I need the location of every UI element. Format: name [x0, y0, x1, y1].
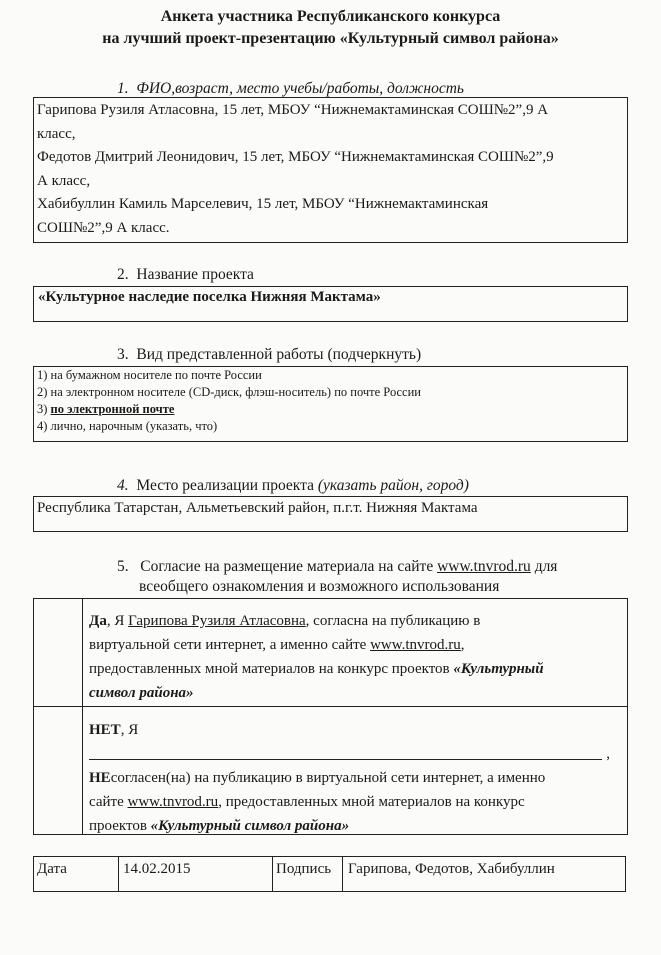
section-5-number: 5. — [117, 558, 129, 575]
work-type-option: 2) на электронном носителе (CD-диск, флэш-носитель) по почте России — [37, 385, 421, 399]
work-type-option: 1) на бумажном носителе по почте России — [37, 368, 262, 382]
section-2-heading-text: Название проекта — [136, 266, 254, 283]
document-title — [0, 6, 661, 50]
no-word: НЕТ — [89, 722, 121, 738]
date-value: 14.02.2015 — [123, 861, 191, 877]
participant-line: Хабибуллин Камиль Марселевич, 15 лет, МБОУ “Нижнемактаминская — [37, 196, 489, 212]
site-link[interactable]: www.tnvrod.ru — [437, 558, 531, 575]
signature-label: Подпись — [276, 861, 332, 877]
signature-value: Гарипова, Федотов, Хабибуллин — [348, 861, 555, 877]
project-name-box — [33, 286, 628, 322]
section-3-number: 3. — [117, 346, 129, 363]
section-4-heading — [117, 476, 469, 496]
work-type-box — [33, 366, 628, 442]
participant-line: А класс, — [37, 172, 91, 189]
title-line-2: на лучший проект-презентацию «Культурный символ района» — [102, 30, 559, 47]
date-label: Дата — [37, 861, 67, 877]
section-4-heading-note: (указать район, город) — [317, 477, 469, 494]
section-3-heading — [117, 345, 421, 365]
participant-line: Гарипова Рузиля Атласовна, 15 лет, МБОУ “Нижнемактаминская СОШ№2”,9 А — [37, 102, 549, 118]
name-blank-line — [89, 759, 602, 760]
location-value: Республика Татарстан, Альметьевский район, п.г.т. Нижняя Мактама — [37, 500, 478, 516]
project-name: «Культурное наследие поселка Нижняя Мактама» — [38, 289, 381, 305]
yes-word: Да — [89, 613, 107, 629]
section-5-heading: 5. Согласие на размещение материала на сайте www.tnvrod.ru для всеобщего ознакомления и возможного использования — [117, 558, 558, 595]
participant-line: класс, — [37, 125, 76, 142]
section-3-heading-text: Вид представленной работы (подчеркнуть) — [136, 346, 422, 363]
section-1-number: 1. — [117, 80, 129, 97]
section-1-heading-text: ФИО,возраст, место учебы/работы, должность — [136, 80, 464, 97]
section-2-heading — [117, 265, 254, 285]
consent-table-row-divider — [33, 706, 628, 707]
site-link-no[interactable]: www.tnvrod.ru — [127, 794, 219, 810]
section-1-heading — [117, 79, 464, 99]
participants-box — [33, 97, 628, 243]
consent-table-divider — [82, 598, 83, 835]
location-box — [33, 496, 628, 532]
work-type-option-selected: 3) по электронной почте — [37, 402, 175, 416]
section-4-number: 4. — [117, 477, 129, 494]
consent-no-cell: НЕТ, Я , НЕсогласен(на) на публикацию в виртуальной сети интернет, а именно сайте www.tnvrod.ru, предоставленных мной материалов на конкурс проектов «Культурный символ района» — [89, 722, 610, 834]
participant-line: СОШ№2”,9 А класс. — [37, 219, 170, 236]
participant-line: Федотов Дмитрий Леонидович, 15 лет, МБОУ “Нижнемактаминская СОШ№2”,9 — [37, 149, 554, 165]
work-type-option: 4) лично, нарочным (указать, что) — [37, 419, 218, 433]
consent-yes-cell: Да, Я Гарипова Рузиля Атласовна, согласна на публикацию в виртуальной сети интернет, а именно сайте www.tnvrod.ru, предоставленных мной материалов на конкурс проектов «Культурный символ района» — [89, 613, 544, 701]
site-link-yes[interactable]: www.tnvrod.ru — [370, 637, 461, 653]
section-4-heading-text: Место реализации проекта — [136, 477, 314, 494]
section-2-number: 2. — [117, 266, 129, 283]
consent-name: Гарипова Рузиля Атласовна — [128, 613, 306, 629]
title-line-1: Анкета участника Республиканского конкурса — [160, 8, 501, 25]
